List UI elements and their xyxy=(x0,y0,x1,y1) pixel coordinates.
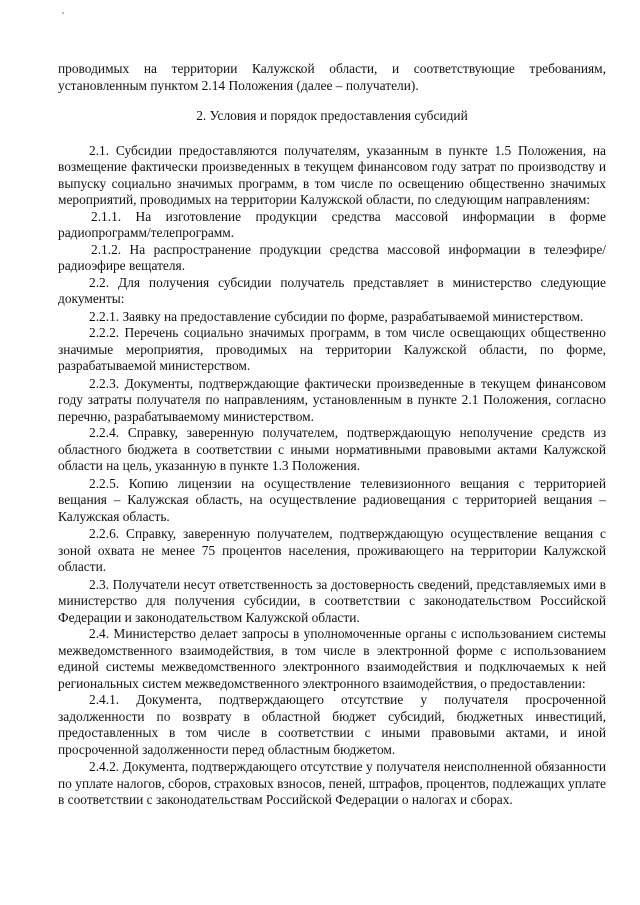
paragraph-2-2-2: 2.2.2. Перечень социально значимых программ, в том числе освещающих общественно значимые мероприятия, проводимых на территории Калужской области, по форме, разрабатываемой министерством. xyxy=(58,325,606,373)
paragraph-2-2: 2.2. Для получения субсидии получатель представляет в министерство следующие документы: xyxy=(58,274,606,306)
paragraph-2-2-6: 2.2.6. Справку, заверенную получателем, подтверждающую осуществление вещания с зоной охвата не менее 75 процентов населения, проживающего на территории Калужской области. xyxy=(58,526,606,574)
section-title: 2. Условия и порядок предоставления субсидий xyxy=(196,108,468,123)
paragraph-2-4-1: 2.4.1. Документа, подтверждающего отсутствие у получателя просроченной задолженности по возврату в областной бюджет субсидий, бюджетных инвестиций, предоставленных в том числе в соответствии с иными правовыми актами, и иной просроченной задолженности перед областным бюджетом. xyxy=(58,692,606,757)
paragraph-2-4-2: 2.4.2. Документа, подтверждающего отсутствие у получателя неисполненной обязанности по уплате налогов, сборов, страховых взносов, пеней, штрафов, процентов, подлежащих уплате в соответствии с законодательствам Российской Федерации о налогах и сборах. xyxy=(58,759,606,807)
paragraph-2-3: 2.3. Получатели несут ответственность за достоверность сведений, представляемых ими в министерство для получения субсидии, в соответствии с законодательством Российской Федерации и законодательством Калужской области. xyxy=(58,576,606,625)
paragraph-2-1: 2.1. Субсидии предоставляются получателям, указанным в пункте 1.5 Положения, на возмещение фактически произведенных в текущем финансовом году затрат по производству и выпуску социально значимых программ, в том числе по освещению общественно значимых мероприятий, проводимых на территории Калужской области, по следующим направлениям: xyxy=(58,142,606,207)
paragraph-2-2-1: 2.2.1. Заявку на предоставление субсидии по форме, разрабатываемой министерством. xyxy=(89,308,584,324)
paragraph-2-2-4: 2.2.4. Справку, заверенную получателем, подтверждающую неполучение средств из областного бюджета в соответствии с иными нормативными правовыми актами Калужской области на цель, указанную в пункте 1.3 Положения. xyxy=(58,425,606,473)
document-body xyxy=(58,61,606,809)
paragraph-2-2-5: 2.2.5. Копию лицензии на осуществление телевизионного вещания с территорией вещания – Калужская область, на осуществление радиовещания с территорией вещания – Калужская область. xyxy=(58,475,606,524)
intro-paragraph: проводимых на территории Калужской области, и соответствующие требованиям, установленным пунктом 2.14 Положения (далее – получатели). xyxy=(58,61,606,93)
paragraph-2-4: 2.4. Министерство делает запросы в уполномоченные органы с использованием системы межведомственного взаимодействия, в том числе в электронной форме с использованием единой системы межведомственного электронного взаимодействия и подключаемых к ней региональных систем межведомственного электронного взаимодействия, о предоставлении: xyxy=(58,626,606,691)
paragraph-2-1-1: 2.1.1. На изготовление продукции средства массовой информации в форме радиопрограмм/телепрограмм. xyxy=(58,208,606,240)
paragraph-2-1-2: 2.1.2. На распространение продукции средства массовой информации в телеэфире/радиоэфире вещателя. xyxy=(58,241,606,273)
scan-artifact xyxy=(62,12,64,14)
paragraph-2-2-3: 2.2.3. Документы, подтверждающие фактически произведенные в текущем финансовом году затраты получателя по направлениям, установленным в пункте 2.1 Положения, согласно перечню, разрабатываемому министерством. xyxy=(58,375,606,424)
